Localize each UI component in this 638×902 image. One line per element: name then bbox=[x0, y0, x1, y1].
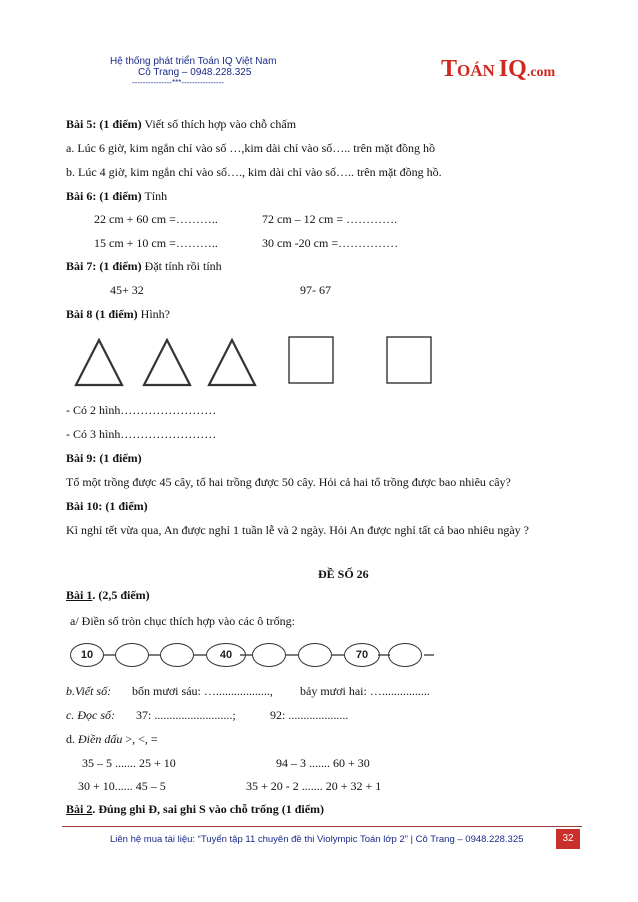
bai1-title: Bài 1 bbox=[66, 588, 93, 602]
oval-8[interactable] bbox=[388, 643, 422, 667]
bai7-desc: Đặt tính rồi tính bbox=[144, 259, 222, 273]
de26-d-r2c1: 30 + 10...... 45 – 5 bbox=[78, 779, 166, 793]
de26-bai2 bbox=[66, 802, 324, 817]
bai9-text: Tổ một trồng được 45 cây, tổ hai trồng được 50 cây. Hỏi cả hai tổ trồng được bao nhiêu cây? bbox=[66, 475, 511, 489]
de26-d-r1c1: 35 – 5 ....... 25 + 10 bbox=[82, 756, 176, 770]
de26-d-heading bbox=[66, 732, 158, 747]
de26-d-r1c2: 94 – 3 ....... 60 + 30 bbox=[276, 756, 370, 770]
de26-c1: 37: ..........................; bbox=[136, 708, 236, 722]
header-contact: Cô Trang – 0948.228.325 bbox=[138, 67, 252, 78]
de26-b1: bốn mươi sáu: ….................., bbox=[132, 684, 273, 698]
bai10-text: Kì nghỉ tết vừa qua, An được nghỉ 1 tuần lễ và 2 ngày. Hỏi An được nghỉ tất cả bao nhiêu ngày ? bbox=[66, 523, 529, 537]
bai6-heading bbox=[66, 189, 167, 204]
bai5-title: Bài 5: (1 điểm) bbox=[66, 117, 142, 131]
bai5-b: b. Lúc 4 giờ, kim ngắn chỉ vào số…., kim dài chỉ vào số….. trên mặt đồng hồ. bbox=[66, 165, 442, 179]
oval-2[interactable] bbox=[115, 643, 149, 667]
bai5-a: a. Lúc 6 giờ, kim ngắn chỉ vào số …,kim dài chỉ vào số….. trên mặt đồng hồ bbox=[66, 141, 435, 155]
logo-part1: Toán bbox=[441, 56, 495, 82]
bai6-desc: Tính bbox=[144, 189, 168, 203]
d-signs: >, <, = bbox=[122, 732, 158, 746]
bai2-text: . Đúng ghi Đ, sai ghi S vào chỗ trống (1 điểm) bbox=[92, 802, 325, 816]
bai6-r1c2: 72 cm – 12 cm = …………. bbox=[262, 212, 398, 226]
bai9-title: Bài 9: (1 điểm) bbox=[66, 451, 142, 465]
triangle-1 bbox=[76, 340, 122, 385]
bai6-title: Bài 6: (1 điểm) bbox=[66, 189, 142, 203]
bai6-r1c1: 22 cm + 60 cm =……….. bbox=[94, 212, 218, 226]
bai8-line2: - Có 3 hình…………………… bbox=[66, 427, 217, 441]
logo-part3: .com bbox=[526, 65, 556, 80]
bai6-r2c1: 15 cm + 10 cm =……….. bbox=[94, 236, 218, 250]
de26-bai1-heading bbox=[66, 588, 150, 603]
square-2 bbox=[387, 337, 431, 383]
logo-part2: IQ bbox=[498, 56, 527, 82]
de26-c-label: c. Đọc số: bbox=[66, 708, 115, 722]
oval-7: 70 bbox=[344, 643, 380, 667]
bai7-e2: 97- 67 bbox=[300, 283, 331, 297]
bai7-title: Bài 7: (1 điểm) bbox=[66, 259, 142, 273]
de26-a: a/ Điền số tròn chục thích hợp vào các ô trống: bbox=[70, 614, 295, 628]
shapes-figure bbox=[60, 332, 480, 392]
oval-5[interactable] bbox=[252, 643, 286, 667]
header-divider: ---------------***---------------- bbox=[132, 78, 224, 87]
oval-1: 10 bbox=[70, 643, 104, 667]
bai5-heading bbox=[66, 117, 296, 132]
square-1 bbox=[289, 337, 333, 383]
d-label: Điền dấu bbox=[78, 732, 123, 746]
oval-6[interactable] bbox=[298, 643, 332, 667]
page-number: 32 bbox=[556, 829, 580, 849]
de26-d-r2c2: 35 + 20 - 2 ....... 20 + 32 + 1 bbox=[246, 779, 382, 793]
oval-3[interactable] bbox=[160, 643, 194, 667]
bai1-points: . (2,5 điểm) bbox=[92, 588, 150, 602]
de26-b-label: b.Viết số: bbox=[66, 684, 112, 698]
bai8-desc: Hình? bbox=[140, 307, 170, 321]
bai8-title: Bài 8 (1 điểm) bbox=[66, 307, 138, 321]
header-org: Hệ thống phát triển Toán IQ Việt Nam bbox=[110, 56, 277, 67]
de26-b2: bảy mươi hai: …................ bbox=[300, 684, 430, 698]
bai6-r2c2: 30 cm -20 cm =…………… bbox=[262, 236, 399, 250]
footer-divider bbox=[62, 826, 582, 827]
bai10-title: Bài 10: (1 điểm) bbox=[66, 499, 148, 513]
bai7-e1: 45+ 32 bbox=[110, 283, 144, 297]
triangle-3 bbox=[209, 340, 255, 385]
oval-4: 40 bbox=[206, 643, 246, 667]
bai2-title: Bài 2 bbox=[66, 802, 93, 816]
bai7-heading bbox=[66, 259, 222, 274]
d-prefix: d. bbox=[66, 732, 78, 746]
footer-text: Liên hệ mua tài liệu: “Tuyển tập 11 chuyên đề thi Violympic Toán lớp 2” | Cô Trang – 0948.228.325 bbox=[110, 834, 524, 845]
bai8-line1: - Có 2 hình…………………… bbox=[66, 403, 217, 417]
de26-heading: ĐỀ SỐ 26 bbox=[318, 567, 369, 581]
bai5-desc: Viết số thích hợp vào chỗ chấm bbox=[144, 117, 297, 131]
de26-c2: 92: .................... bbox=[270, 708, 349, 722]
triangle-2 bbox=[144, 340, 190, 385]
bai8-heading bbox=[66, 307, 170, 322]
logo bbox=[441, 56, 555, 83]
